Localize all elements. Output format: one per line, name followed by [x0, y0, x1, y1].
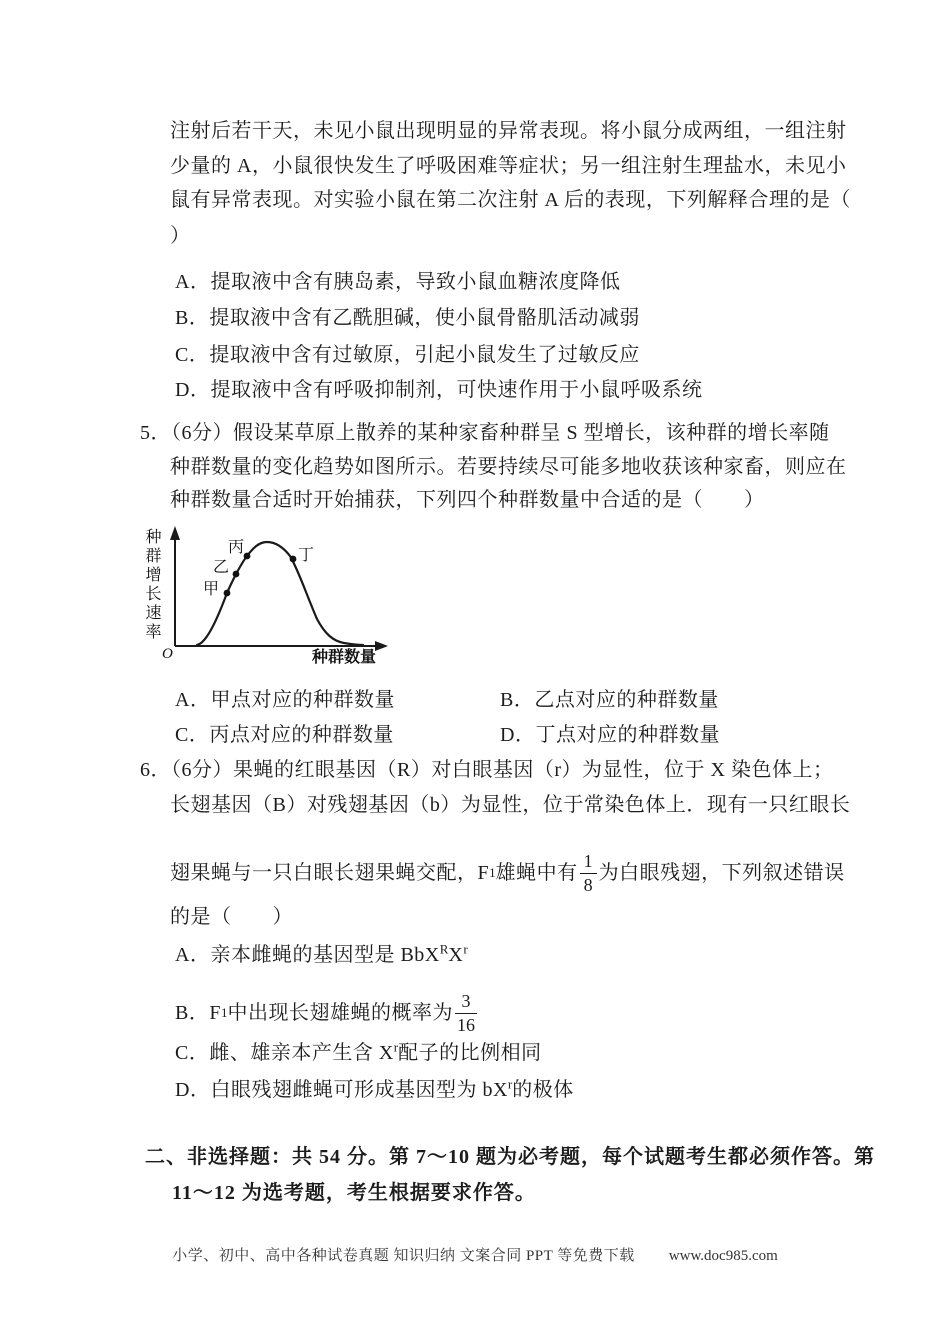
point-ding-label: 丁	[298, 547, 315, 564]
q6-option-d-post: 的极体	[512, 1079, 574, 1101]
superscript-r: r	[507, 1076, 513, 1092]
q6-stem-line-3-post: 为白眼残翅，下列叙述错误	[598, 862, 845, 884]
superscript-r: r	[463, 941, 468, 957]
footer-site-url: www.doc985.com	[668, 1248, 778, 1264]
q5-stem-line-1: 5．（6分）假设某草原上散养的某种家畜种群呈 S 型增长，该种群的增长率随	[140, 422, 830, 444]
q6-stem-line-2: 长翅基因（B）对残翅基因（b）为显性，位于常染色体上．现有一只红眼长	[170, 794, 851, 816]
superscript-r: r	[393, 1039, 399, 1055]
q6-option-d	[175, 1077, 574, 1103]
fraction-numerator: 1	[580, 851, 597, 874]
q5-option-a: A．甲点对应的种群数量	[175, 689, 395, 711]
page-footer	[0, 1246, 950, 1266]
x-axis-arrow	[375, 641, 388, 651]
fraction-denominator: 8	[583, 874, 593, 895]
q6-option-c	[175, 1040, 542, 1066]
q6-option-c-pre: C．雌、雄亲本产生含 X	[175, 1042, 394, 1064]
point-ding-dot	[290, 556, 297, 563]
q6-stem-line-4: 的是（ ）	[170, 906, 293, 928]
graph-canvas	[140, 524, 440, 676]
point-bing-dot	[244, 553, 251, 560]
point-yi-dot	[233, 571, 240, 578]
q4-stem-line-3: 鼠有异常表现。对实验小鼠在第二次注射 A 后的表现，下列解释合理的是（	[170, 189, 851, 211]
q6-option-c-post: 配子的比例相同	[398, 1042, 542, 1064]
footer-text: 小学、初中、高中各种试卷真题 知识归纳 文案合同 PPT 等免费下载	[172, 1248, 635, 1264]
q6-option-b: B．F 1 中出现长翅雄蝇的概率为 $\frac{3}{16}$	[175, 990, 475, 1035]
fraction-one-eighth	[580, 851, 597, 896]
origin-label: O	[162, 646, 173, 662]
point-jia-label: 甲	[203, 581, 220, 598]
growth-rate-curve	[197, 539, 363, 645]
q6-option-b-mid: 中出现长翅雄蝇的概率为	[227, 1002, 453, 1024]
q4-option-d: D．提取液中含有呼吸抑制剂，可快速作用于小鼠呼吸系统	[175, 379, 703, 401]
point-jia-dot	[224, 590, 231, 597]
q4-option-c: C．提取液中含有过敏原，引起小鼠发生了过敏反应	[175, 344, 640, 366]
point-bing-label: 丙	[228, 539, 245, 556]
section-2-heading-line-1: 二、非选择题：共 54 分。第 7～10 题为必考题，每个试题考生都必须作答。第	[145, 1146, 875, 1168]
q4-stem-line-2: 少量的 A，小鼠很快发生了呼吸困难等症状；另一组注射生理盐水，未见小	[170, 155, 847, 177]
q6-stem-line-3-pre: 翅果蝇与一只白眼长翅果蝇交配，F	[170, 862, 490, 884]
q6-stem-line-1: 6．（6分）果蝇的红眼基因（R）对白眼基因（r）为显性，位于 X 染色体上；	[140, 759, 834, 781]
q6-option-a-mid: X	[448, 944, 464, 966]
q5-option-b: B．乙点对应的种群数量	[500, 689, 719, 711]
point-yi-label: 乙	[213, 559, 230, 576]
q6-option-a	[175, 942, 468, 968]
q6-option-b-pre: B．F	[175, 1002, 221, 1024]
q6-option-d-pre: D．白眼残翅雌蝇可形成基因型为 bX	[175, 1079, 508, 1101]
q4-option-a: A．提取液中含有胰岛素，导致小鼠血糖浓度降低	[175, 271, 621, 293]
q6-option-a-pre: A．亲本雌蝇的基因型是 BbX	[175, 944, 440, 966]
q4-stem-line-1: 注射后若干天，未见小鼠出现明显的异常表现。将小鼠分成两组，一组注射	[170, 120, 847, 142]
q5-option-c: C．丙点对应的种群数量	[175, 724, 394, 746]
q4-stem-line-4: ）	[170, 225, 191, 247]
x-axis-label: 种群数量	[312, 649, 377, 666]
fraction-numerator: 3	[455, 991, 477, 1014]
fraction-denominator: 16	[456, 1014, 475, 1035]
superscript-R: R	[439, 941, 449, 957]
q4-option-b: B．提取液中含有乙酰胆碱，使小鼠骨骼肌活动减弱	[175, 307, 640, 329]
q6-stem-line-3: 翅果蝇与一只白眼长翅果蝇交配，F 1 雄蝇中有 $\frac{1}{8}$ 为白眼残翅，下列叙述错误	[170, 850, 845, 895]
fraction-three-sixteenths	[455, 991, 477, 1036]
q5-option-d: D．丁点对应的种群数量	[500, 724, 720, 746]
q5-stem-line-2: 种群数量的变化趋势如图所示。若要持续尽可能多地收获该种家畜，则应在	[170, 456, 847, 478]
y-axis-arrow	[170, 526, 180, 540]
y-axis-label: 种群增长速率	[143, 528, 160, 642]
q6-stem-line-3-mid: 雄蝇中有	[495, 862, 578, 884]
section-2-heading-line-2: 11～12 为选考题，考生根据要求作答。	[172, 1182, 536, 1204]
q5-stem-line-3: 种群数量合适时开始捕获，下列四个种群数量中合适的是（ ）	[170, 489, 765, 511]
population-growth-graph	[140, 524, 440, 676]
